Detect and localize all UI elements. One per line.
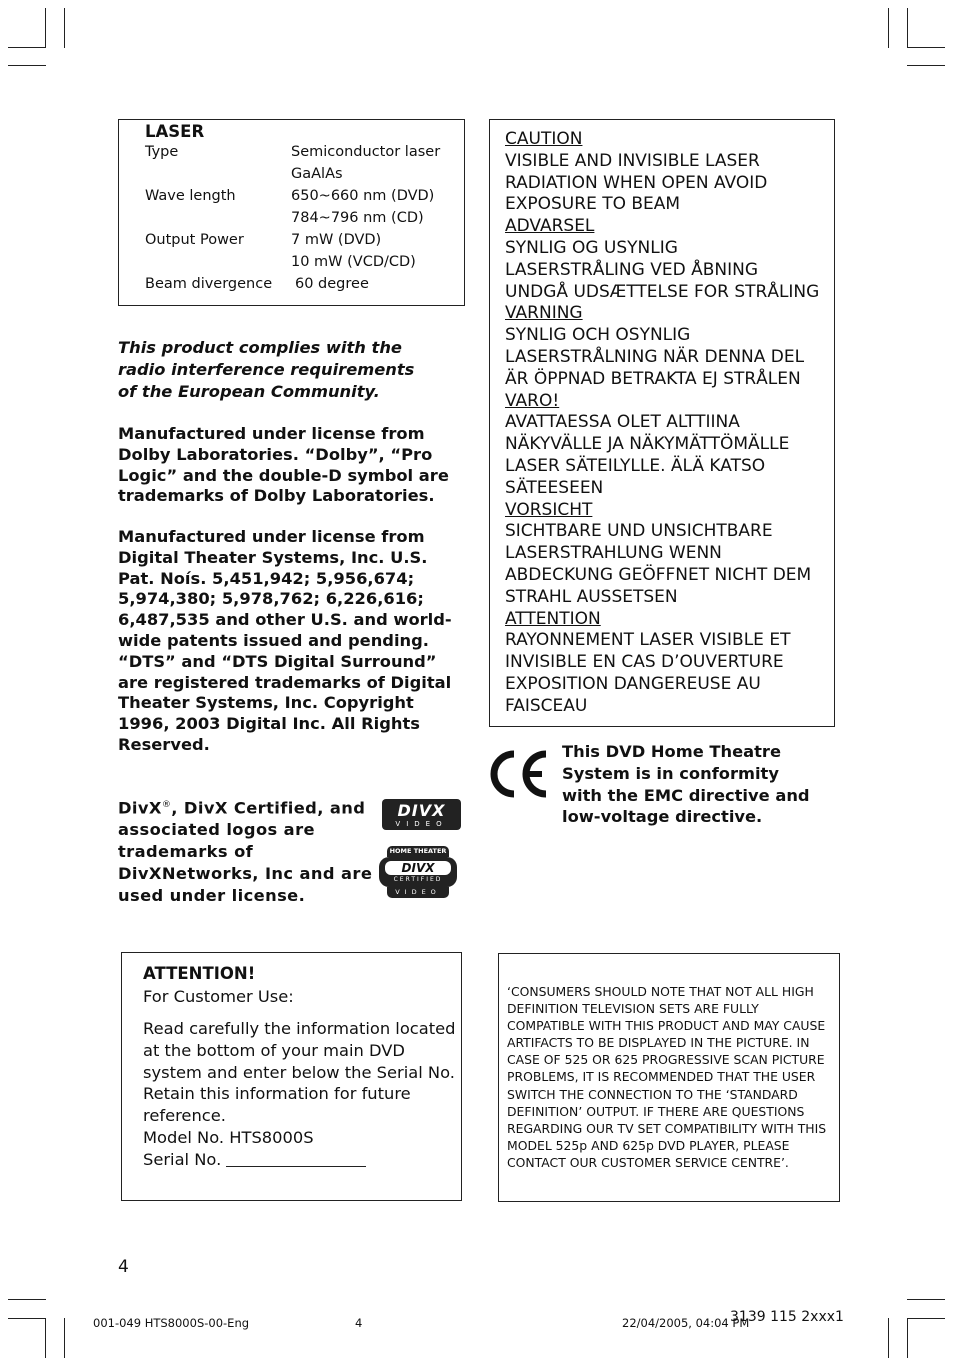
caution-line: LASER SÄTEILYLLE. ÄLÄ KATSO bbox=[505, 455, 766, 476]
laser-title: LASER bbox=[145, 122, 205, 141]
attention-body: Read carefully the information located at the bottom of your main DVD system and enter below the Serial No. Retain this information for future reference. bbox=[143, 1019, 456, 1126]
laser-spec-value: 7 mW (DVD) bbox=[291, 232, 382, 248]
caution-line: FAISCEAU bbox=[505, 695, 588, 716]
laser-spec-label: Output Power bbox=[145, 232, 244, 248]
laser-spec-label: Wave length bbox=[145, 188, 236, 204]
caution-line: ABDECKUNG GEÖFFNET NICHT DEM bbox=[505, 564, 812, 585]
divx-logo-sub: VIDEO bbox=[395, 820, 448, 828]
caution-box bbox=[489, 119, 835, 727]
laser-spec-row bbox=[145, 232, 445, 254]
serial-number-field[interactable] bbox=[226, 1166, 366, 1167]
caution-line: RADIATION WHEN OPEN AVOID bbox=[505, 172, 768, 193]
divx-lead: DivX bbox=[118, 798, 162, 818]
caution-line: EXPOSURE TO BEAM bbox=[505, 194, 681, 215]
caution-line: LASERSTRAHLUNG WENN bbox=[505, 543, 722, 564]
divx-cert-sub: VIDEO bbox=[387, 887, 449, 898]
laser-spec-row bbox=[145, 210, 445, 232]
footer-file-name: 001-049 HTS8000S-00-Eng bbox=[93, 1316, 250, 1330]
hd-compatibility-box bbox=[498, 953, 840, 1202]
caution-heading: ADVARSEL bbox=[505, 216, 595, 237]
caution-line: UNDGÅ UDSÆTTELSE FOR STRÅLING bbox=[505, 281, 820, 302]
footer-page: 4 bbox=[355, 1316, 363, 1330]
caution-line: LASERSTRÅLNING NÄR DENNA DEL bbox=[505, 346, 805, 367]
document-code: 3139 115 2xxx1 bbox=[730, 1309, 844, 1325]
model-number: Model No. HTS8000S bbox=[143, 1128, 314, 1147]
laser-spec-value: Semiconductor laser bbox=[291, 144, 441, 160]
dts-license-notice: Manufactured under license from Digital Theater Systems, Inc. U.S. Pat. Noís. 5,451,942; 5,956,674; 5,974,380; 5,978,762; 6,226,616; 6,487,535 and other U.S. and world-wide patents issued and pending. “DTS” and “DTS Digital Surround” are registered trademarks of Digital Theater Systems, Inc. Copyright 1996, 2003 Digital Inc. All Rights Reserved. bbox=[118, 527, 452, 754]
caution-line: STRAHL AUSSETSEN bbox=[505, 586, 678, 607]
divx-trademark-notice bbox=[118, 794, 380, 907]
ce-conformity-notice: This DVD Home Theatre System is in conformity with the EMC directive and low-voltage directive. bbox=[562, 742, 810, 827]
divx-video-logo bbox=[382, 799, 461, 830]
attention-title: ATTENTION! bbox=[143, 964, 256, 983]
caution-line: VISIBLE AND INVISIBLE LASER bbox=[505, 150, 760, 171]
registered-mark: ® bbox=[161, 800, 172, 810]
attention-box bbox=[121, 952, 462, 1201]
laser-spec-row bbox=[145, 276, 445, 298]
radio-interference-notice: This product complies with the radio interference requirements of the European Community. bbox=[118, 338, 415, 401]
caution-line: SYNLIG OCH OSYNLIG bbox=[505, 325, 691, 346]
caution-heading: VORSICHT bbox=[505, 499, 593, 520]
caution-line: EXPOSITION DANGEREUSE AU bbox=[505, 673, 761, 694]
ce-mark-icon bbox=[490, 750, 554, 798]
divx-logo-brand: DIVX bbox=[397, 801, 446, 820]
caution-heading: VARNING bbox=[505, 303, 583, 324]
divx-certified-logo bbox=[379, 846, 457, 899]
caution-line: SYNLIG OG USYNLIG bbox=[505, 237, 678, 258]
caution-text bbox=[505, 129, 819, 718]
divx-cert-top: HOME THEATER bbox=[387, 846, 449, 857]
laser-spec-value: 784~796 nm (CD) bbox=[291, 210, 424, 226]
divx-cert-body bbox=[379, 857, 457, 887]
caution-line: SÄTEESEEN bbox=[505, 477, 604, 498]
laser-spec-box bbox=[118, 119, 465, 306]
serial-number-label: Serial No. bbox=[143, 1150, 222, 1169]
caution-line: AVATTAESSA OLET ALTTIINA bbox=[505, 412, 740, 433]
caution-line: RAYONNEMENT LASER VISIBLE ET bbox=[505, 630, 791, 651]
laser-spec-label: Type bbox=[145, 144, 179, 160]
hd-compatibility-notice: ‘CONSUMERS SHOULD NOTE THAT NOT ALL HIGH DEFINITION TELEVISION SETS ARE FULLY COMPATIBLE WITH THIS PRODUCT AND MAY CAUSE ARTIFACTS TO BE DISPLAYED IN THE PICTURE. IN CASE OF 525 OR 625 PROGRESSIVE SCAN PICTURE PROBLEMS, IT IS RECOMMENDED THAT THE USER SWITCH THE CONNECTION TO THE ‘STANDARD DEFINITION’ OUTPUT. IF THERE ARE QUESTIONS REGARDING OUR TV SET COMPATIBILITY WITH THIS MODEL 525p AND 625p DVD PLAYER, PLEASE CONTACT OUR CUSTOMER SERVICE CENTRE’. bbox=[507, 984, 827, 1170]
laser-spec-row bbox=[145, 166, 445, 188]
divx-cert-mid: CERTIFIED bbox=[393, 876, 443, 883]
footer-date: 22/04/2005, 04:04 PM bbox=[622, 1316, 750, 1330]
laser-spec-value: 650~660 nm (DVD) bbox=[291, 188, 435, 204]
divx-rest: , DivX Certified, and associated logos are trademarks of DivXNetworks, Inc and are used under license. bbox=[118, 798, 373, 906]
caution-heading: CAUTION bbox=[505, 129, 583, 149]
caution-line: INVISIBLE EN CAS D’OUVERTURE bbox=[505, 652, 784, 673]
dolby-license-notice: Manufactured under license from Dolby Laboratories. “Dolby”, “Pro Logic” and the double-D symbol are trademarks of Dolby Laboratories. bbox=[118, 424, 449, 506]
laser-spec-row bbox=[145, 144, 445, 166]
laser-spec-value: GaAlAs bbox=[291, 166, 343, 182]
page-number: 4 bbox=[118, 1257, 129, 1277]
caution-line: NÄKYVÄLLE JA NÄKYMÄTTÖMÄLLE bbox=[505, 434, 790, 455]
laser-spec-row bbox=[145, 254, 445, 276]
caution-line: SICHTBARE UND UNSICHTBARE bbox=[505, 521, 773, 542]
caution-heading: VARO! bbox=[505, 390, 560, 411]
ce-mark-graphic bbox=[490, 750, 554, 798]
laser-spec-label: Beam divergence bbox=[145, 276, 273, 292]
caution-heading: ATTENTION bbox=[505, 608, 601, 629]
caution-line: LASERSTRÅLING VED ÅBNING bbox=[505, 259, 759, 280]
divx-cert-brand: DIVX bbox=[401, 861, 435, 875]
laser-spec-value: 60 degree bbox=[295, 276, 369, 292]
attention-subtitle: For Customer Use: bbox=[143, 987, 294, 1006]
laser-spec-value: 10 mW (VCD/CD) bbox=[291, 254, 416, 270]
caution-line: ÄR ÖPPNAD BETRAKTA EJ STRÅLEN bbox=[505, 368, 801, 389]
laser-spec-row bbox=[145, 188, 445, 210]
divx-cert-brand-plate bbox=[385, 861, 451, 875]
